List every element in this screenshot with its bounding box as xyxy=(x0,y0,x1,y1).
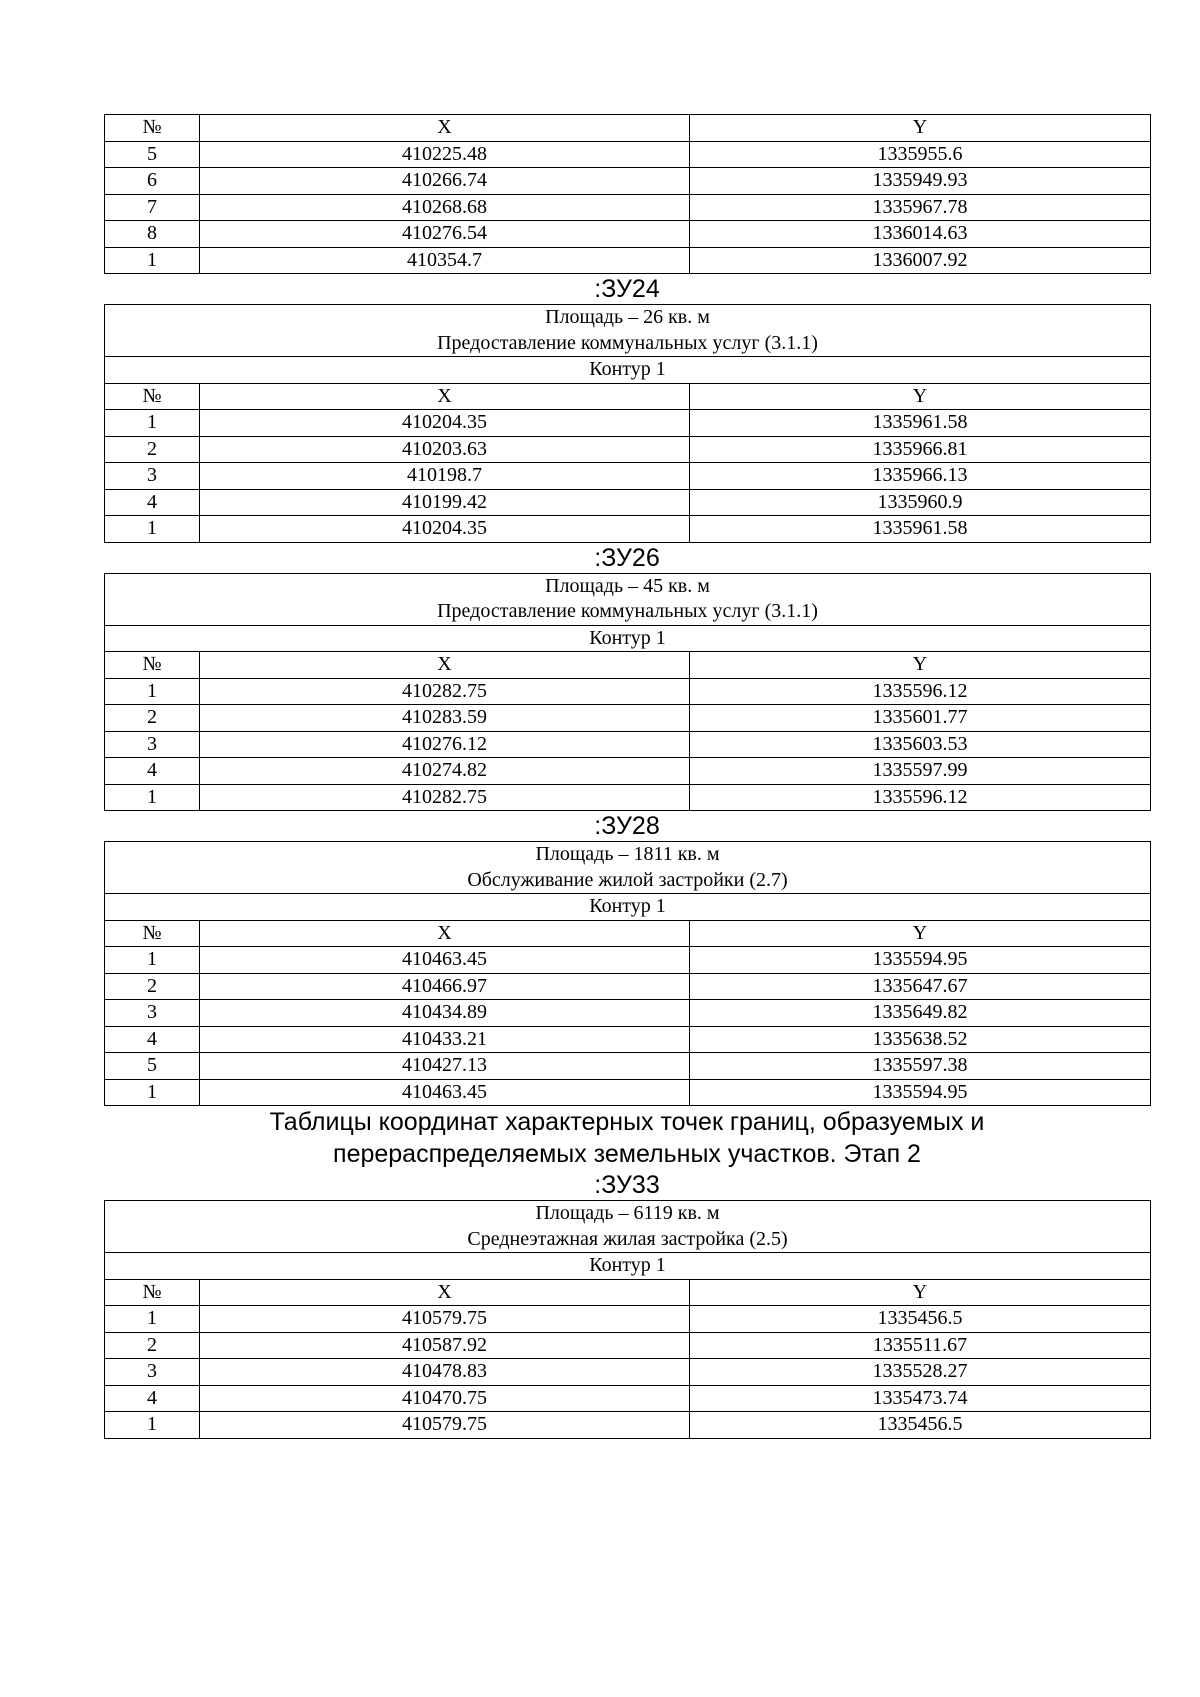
coordinate-x: 410274.82 xyxy=(200,758,690,785)
coordinate-y: 1335597.99 xyxy=(690,758,1151,785)
coordinate-x: 410463.45 xyxy=(200,1079,690,1106)
stage-2-heading xyxy=(104,1106,1150,1170)
parcel-permitted-use: Среднеэтажная жилая застройка (2.5) xyxy=(467,1227,788,1250)
parcel-coordinates-table xyxy=(104,304,1151,543)
coordinate-x: 410203.63 xyxy=(200,436,690,463)
table-row xyxy=(105,194,1151,221)
coordinate-y: 1335597.38 xyxy=(690,1053,1151,1080)
column-header-x: X xyxy=(200,383,690,410)
coordinate-x: 410478.83 xyxy=(200,1359,690,1386)
table-row xyxy=(105,705,1151,732)
point-number: 3 xyxy=(105,731,200,758)
parcel-info-row xyxy=(105,1201,1151,1253)
point-number: 4 xyxy=(105,1385,200,1412)
column-header-y: Y xyxy=(690,383,1151,410)
coordinate-x: 410354.7 xyxy=(200,247,690,274)
coordinate-x: 410268.68 xyxy=(200,194,690,221)
coordinate-y: 1335949.93 xyxy=(690,168,1151,195)
table-row xyxy=(105,141,1151,168)
table-row xyxy=(105,221,1151,248)
coordinate-x: 410283.59 xyxy=(200,705,690,732)
column-header-x: X xyxy=(200,115,690,142)
coordinate-y: 1336007.92 xyxy=(690,247,1151,274)
point-number: 6 xyxy=(105,168,200,195)
parcel-title: :ЗУ24 xyxy=(594,275,660,303)
coordinate-x: 410282.75 xyxy=(200,784,690,811)
table-header-row xyxy=(105,383,1151,410)
coordinate-x: 410276.12 xyxy=(200,731,690,758)
point-number: 1 xyxy=(105,1079,200,1106)
column-header-num: № xyxy=(105,652,200,679)
table-row xyxy=(105,973,1151,1000)
point-number: 3 xyxy=(105,1000,200,1027)
coordinate-y: 1335528.27 xyxy=(690,1359,1151,1386)
parcel-sections-stage-1 xyxy=(104,274,1150,1106)
table-row xyxy=(105,1053,1151,1080)
contour-row xyxy=(105,1253,1151,1280)
column-header-y: Y xyxy=(690,1279,1151,1306)
parcel-sections-stage-2 xyxy=(104,1170,1150,1439)
parcel-coordinates-table xyxy=(104,1200,1151,1439)
parcel-area: Площадь – 1811 кв. м xyxy=(535,843,720,865)
parcel-info-cell xyxy=(105,573,1151,625)
point-number: 4 xyxy=(105,758,200,785)
point-number: 2 xyxy=(105,973,200,1000)
contour-row xyxy=(105,894,1151,921)
coordinate-x: 410434.89 xyxy=(200,1000,690,1027)
table-header-row xyxy=(105,115,1151,142)
table-row xyxy=(105,1306,1151,1333)
parcel-title: :ЗУ28 xyxy=(594,812,660,840)
table-row xyxy=(105,1359,1151,1386)
coordinate-y: 1335961.58 xyxy=(690,410,1151,437)
coordinate-y: 1335966.13 xyxy=(690,463,1151,490)
coordinate-y: 1335456.5 xyxy=(690,1412,1151,1439)
parcel-info-cell xyxy=(105,842,1151,894)
table-row xyxy=(105,678,1151,705)
coordinate-y: 1335511.67 xyxy=(690,1332,1151,1359)
point-number: 2 xyxy=(105,1332,200,1359)
column-header-x: X xyxy=(200,1279,690,1306)
contour-row xyxy=(105,625,1151,652)
point-number: 3 xyxy=(105,1359,200,1386)
coordinate-y: 1335594.95 xyxy=(690,947,1151,974)
point-number: 7 xyxy=(105,194,200,221)
parcel-permitted-use: Обслуживание жилой застройки (2.7) xyxy=(467,868,788,891)
coordinate-y: 1336014.63 xyxy=(690,221,1151,248)
coordinate-x: 410587.92 xyxy=(200,1332,690,1359)
table-row xyxy=(105,1000,1151,1027)
point-number: 1 xyxy=(105,1306,200,1333)
coordinate-x: 410225.48 xyxy=(200,141,690,168)
coordinate-y: 1335960.9 xyxy=(690,489,1151,516)
table-row xyxy=(105,758,1151,785)
coordinate-x: 410463.45 xyxy=(200,947,690,974)
parcel-area: Площадь – 26 кв. м xyxy=(545,306,710,328)
point-number: 1 xyxy=(105,516,200,543)
column-header-x: X xyxy=(200,652,690,679)
point-number: 4 xyxy=(105,1026,200,1053)
point-number: 1 xyxy=(105,678,200,705)
contour-label: Контур 1 xyxy=(105,894,1151,921)
coordinate-x: 410470.75 xyxy=(200,1385,690,1412)
point-number: 1 xyxy=(105,1412,200,1439)
coordinate-x: 410282.75 xyxy=(200,678,690,705)
contour-label: Контур 1 xyxy=(105,357,1151,384)
parcel-area: Площадь – 45 кв. м xyxy=(545,574,710,597)
table-row xyxy=(105,1412,1151,1439)
coordinate-y: 1335966.81 xyxy=(690,436,1151,463)
table-row xyxy=(105,1079,1151,1106)
parcel-info-row xyxy=(105,305,1151,357)
point-number: 8 xyxy=(105,221,200,248)
table-row xyxy=(105,463,1151,490)
stage-2-heading-line-2: перераспределяемых земельных участков. Этап 2 xyxy=(333,1140,921,1168)
point-number: 2 xyxy=(105,705,200,732)
contour-label: Контур 1 xyxy=(105,1253,1151,1280)
table-row xyxy=(105,731,1151,758)
table-row xyxy=(105,1332,1151,1359)
table-row xyxy=(105,168,1151,195)
table-row xyxy=(105,784,1151,811)
stage-2-heading-line-1: Таблицы координат характерных точек границ, образуемых и xyxy=(269,1108,985,1136)
point-number: 1 xyxy=(105,410,200,437)
table-row xyxy=(105,410,1151,437)
coordinate-x: 410466.97 xyxy=(200,973,690,1000)
column-header-y: Y xyxy=(690,920,1151,947)
column-header-y: Y xyxy=(690,115,1151,142)
parcel-area: Площадь – 6119 кв. м xyxy=(535,1202,720,1224)
coordinate-y: 1335603.53 xyxy=(690,731,1151,758)
coordinate-x: 410427.13 xyxy=(200,1053,690,1080)
coordinate-y: 1335967.78 xyxy=(690,194,1151,221)
coordinate-x: 410199.42 xyxy=(200,489,690,516)
coordinate-x: 410204.35 xyxy=(200,410,690,437)
coordinates-table-continued xyxy=(104,114,1151,274)
coordinate-y: 1335647.67 xyxy=(690,973,1151,1000)
table-header-row xyxy=(105,920,1151,947)
point-number: 1 xyxy=(105,247,200,274)
coordinate-y: 1335955.6 xyxy=(690,141,1151,168)
coordinate-x: 410433.21 xyxy=(200,1026,690,1053)
document-page xyxy=(104,114,1150,1439)
parcel-title: :ЗУ26 xyxy=(594,543,660,572)
parcel-info-cell xyxy=(105,1201,1151,1253)
coordinate-x: 410579.75 xyxy=(200,1412,690,1439)
table-row xyxy=(105,1026,1151,1053)
coordinate-y: 1335596.12 xyxy=(690,678,1151,705)
table-row xyxy=(105,247,1151,274)
column-header-y: Y xyxy=(690,652,1151,679)
coordinate-x: 410198.7 xyxy=(200,463,690,490)
parcel-info-row xyxy=(105,573,1151,625)
coordinate-y: 1335596.12 xyxy=(690,784,1151,811)
point-number: 4 xyxy=(105,489,200,516)
column-header-num: № xyxy=(105,383,200,410)
coordinate-x: 410266.74 xyxy=(200,168,690,195)
column-header-num: № xyxy=(105,115,200,142)
coordinate-y: 1335601.77 xyxy=(690,705,1151,732)
point-number: 5 xyxy=(105,141,200,168)
coordinate-y: 1335473.74 xyxy=(690,1385,1151,1412)
table-row xyxy=(105,947,1151,974)
table-row xyxy=(105,436,1151,463)
point-number: 5 xyxy=(105,1053,200,1080)
column-header-num: № xyxy=(105,1279,200,1306)
point-number: 1 xyxy=(105,784,200,811)
table-header-row xyxy=(105,652,1151,679)
point-number: 3 xyxy=(105,463,200,490)
column-header-x: X xyxy=(200,920,690,947)
parcel-title: :ЗУ33 xyxy=(594,1171,660,1199)
point-number: 2 xyxy=(105,436,200,463)
table-row xyxy=(105,489,1151,516)
table-row xyxy=(105,516,1151,543)
parcel-coordinates-table xyxy=(104,841,1151,1106)
point-number: 1 xyxy=(105,947,200,974)
coordinate-y: 1335638.52 xyxy=(690,1026,1151,1053)
parcel-coordinates-table xyxy=(104,573,1151,812)
coordinate-x: 410204.35 xyxy=(200,516,690,543)
coordinate-y: 1335961.58 xyxy=(690,516,1151,543)
parcel-permitted-use: Предоставление коммунальных услуг (3.1.1) xyxy=(437,600,818,622)
coordinate-y: 1335649.82 xyxy=(690,1000,1151,1027)
column-header-num: № xyxy=(105,920,200,947)
contour-label: Контур 1 xyxy=(105,625,1151,652)
table-row xyxy=(105,1385,1151,1412)
contour-row xyxy=(105,357,1151,384)
parcel-permitted-use: Предоставление коммунальных услуг (3.1.1) xyxy=(437,331,818,354)
table-header-row xyxy=(105,1279,1151,1306)
parcel-info-row xyxy=(105,842,1151,894)
parcel-info-cell xyxy=(105,305,1151,357)
coordinate-x: 410579.75 xyxy=(200,1306,690,1333)
coordinate-y: 1335594.95 xyxy=(690,1079,1151,1106)
coordinate-y: 1335456.5 xyxy=(690,1306,1151,1333)
coordinate-x: 410276.54 xyxy=(200,221,690,248)
